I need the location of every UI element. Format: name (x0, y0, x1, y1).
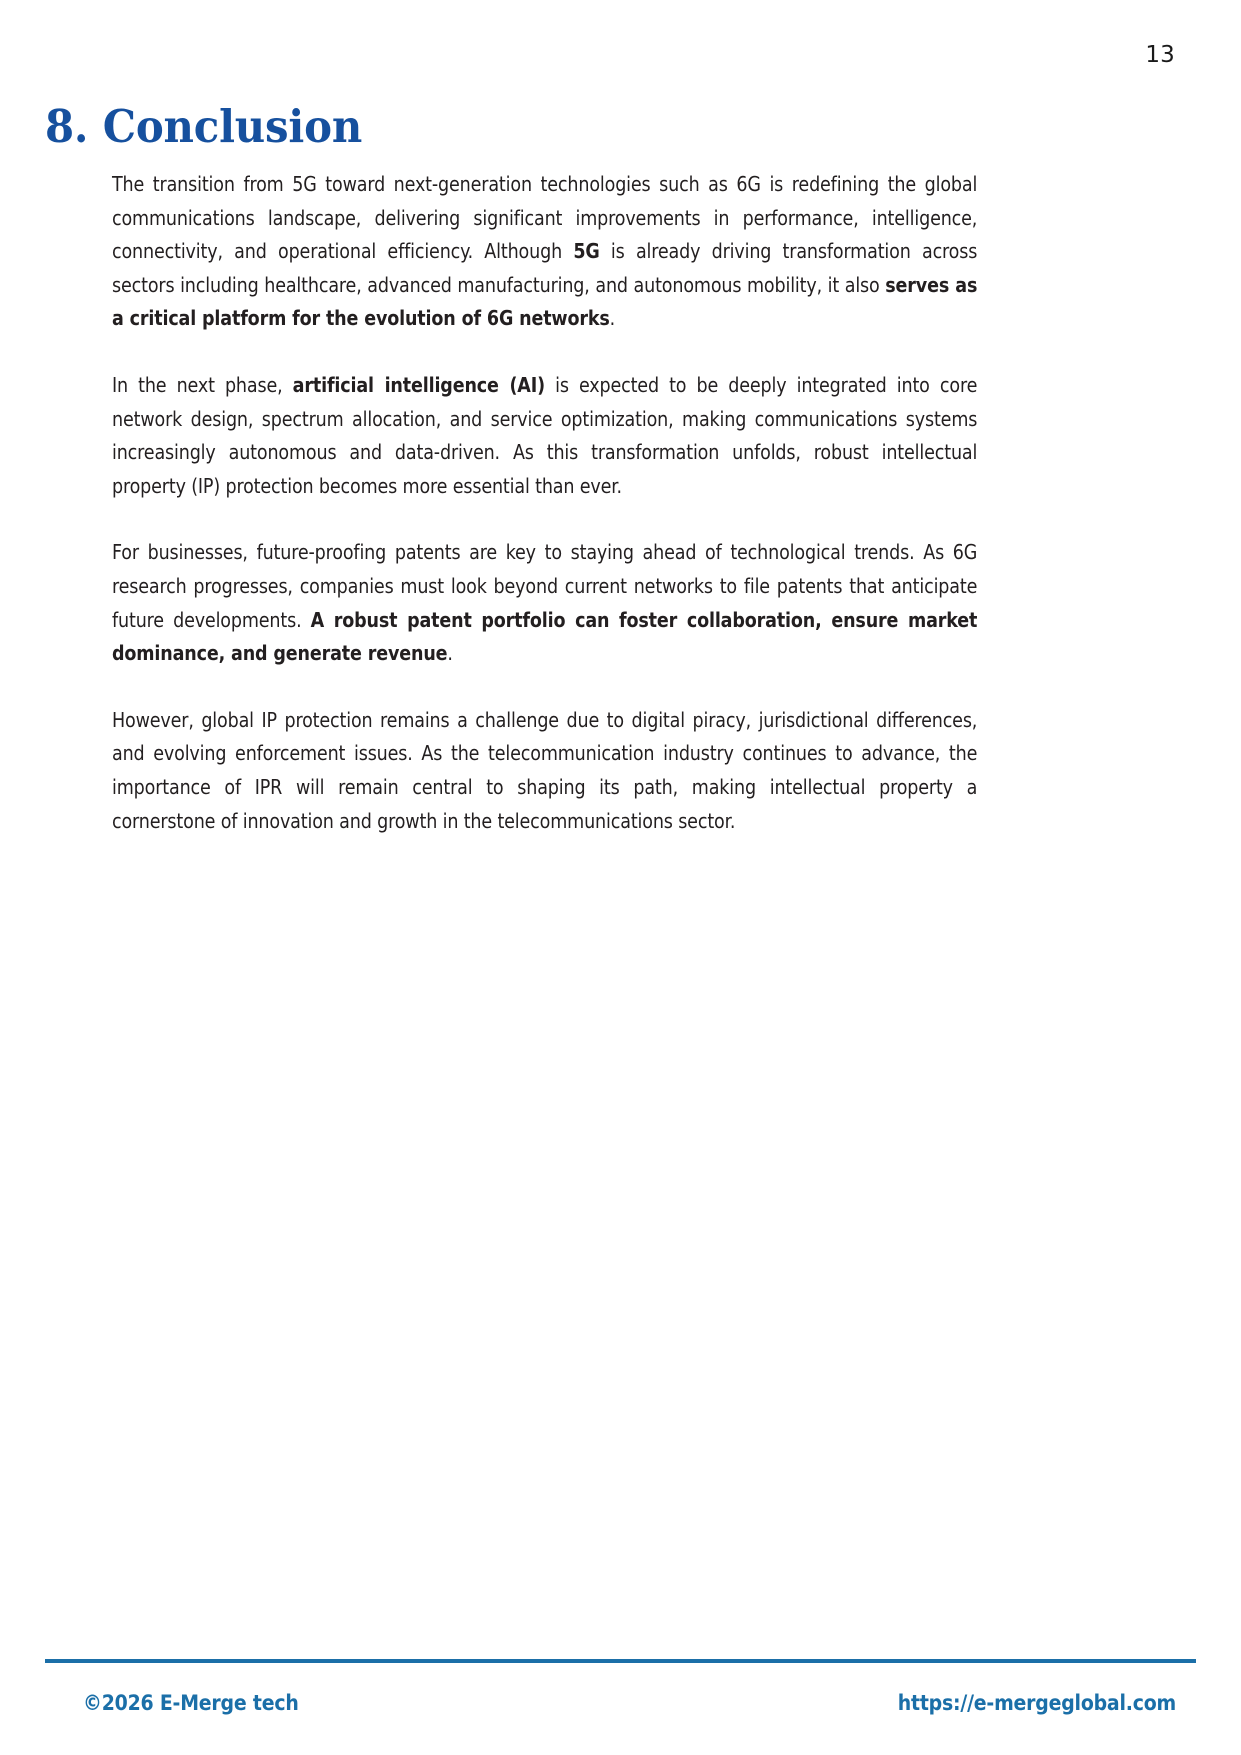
text-run: However, global IP protection remains a challenge due to digital piracy, jurisdictional differences, and evolving enforcement issues. As the telecommunication industry continues to advance, the importance of IPR will remain central to shaping its path, making intellectual property a cornerstone of innovation and growth in the telecommunications sector. (112, 707, 978, 833)
footer-website-link[interactable]: https://e-mergeglobal.com (897, 1691, 1176, 1715)
bold-text-run: 5G (573, 239, 600, 264)
footer-copyright: ©2026 E-Merge tech (83, 1691, 299, 1715)
body-content (112, 168, 1018, 838)
text-run: is expected to be deeply integrated into core network design, spectrum allocation, and service optimization, making communications systems increasingly autonomous and data-driven. As this transformation unfolds, robust intellectual property (IP) protection becomes more essential than ever. (112, 372, 978, 498)
text-run: In the next phase, (112, 372, 293, 397)
footer-divider (45, 1659, 1196, 1663)
text-run: The transition from 5G toward next-generation technologies such as 6G is redefining the global communications landscape, delivering significant improvements in performance, intelligence, connectivity, and operational efficiency. Although (112, 172, 978, 264)
text-run: . (609, 306, 616, 331)
page-footer (45, 1681, 1196, 1725)
page-number: 13 (1145, 42, 1175, 68)
paragraph-4 (112, 704, 977, 838)
paragraph-2 (112, 369, 977, 503)
text-run: . (447, 641, 453, 666)
page-title: 8. Conclusion (45, 100, 363, 154)
bold-text-run: serves as a critical platform for the evolution of 6G networks (112, 272, 978, 331)
text-run: is already driving transformation across sectors including healthcare, advanced manufacturing, and autonomous mobility, it also (112, 239, 978, 297)
bold-text-run: artificial intelligence (AI) (292, 372, 545, 397)
paragraph-1 (112, 168, 977, 336)
paragraph-3 (112, 536, 977, 670)
text-run: For businesses, future-proofing patents are key to staying ahead of technological trends. As 6G research progresses, companies must look beyond current networks to file patents that anticipate future developments. (112, 540, 978, 632)
bold-text-run: A robust patent portfolio can foster collaboration, ensure market dominance, and generate revenue (112, 607, 978, 666)
